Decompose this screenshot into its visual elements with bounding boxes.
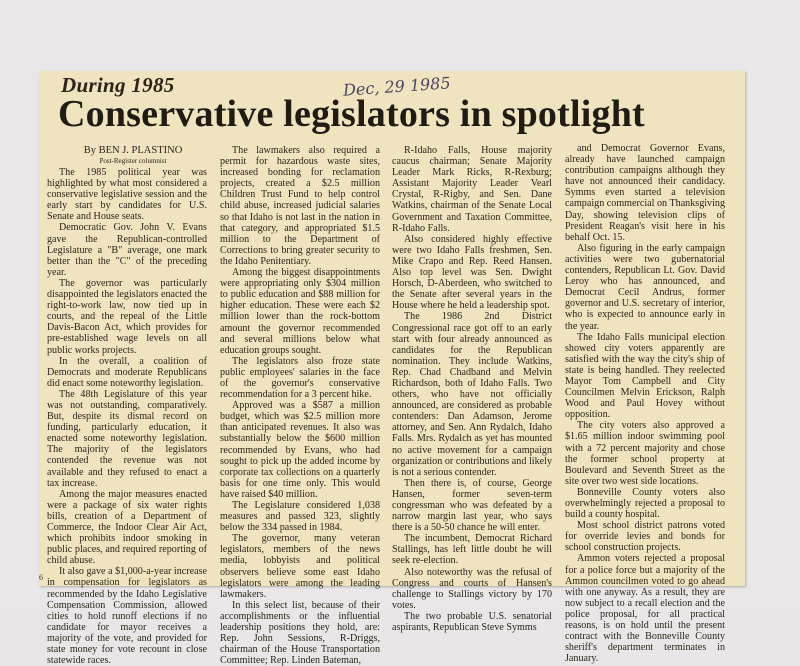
article-paragraph: The city voters also approved a $1.65 million indoor swimming pool with a 72 percent majority and chose the former school property at Boulevard and Seventh Street as the site over two west side locations. xyxy=(565,420,725,487)
article-column-2 xyxy=(220,145,380,666)
article-paragraph: The governor, many veteran legislators, members of the news media, lobbyists and political observers believe some east Idaho legislators were among the leading lawmakers. xyxy=(220,533,380,600)
article-paragraph: Approved was a $587 a million budget, which was $2.5 million more than anticipated revenues. It also was substantially below the $600 million recommended by Evans, who had sought to pick up the added income by corporate tax collections on a quarterly basis for one time only. This would have raised $40 million. xyxy=(220,400,380,500)
column-body xyxy=(47,167,207,666)
article-paragraph: Most school district patrons voted for override levies and bonds for school construction projects. xyxy=(565,520,725,554)
article-paragraph: The governor was particularly disappointed the legislators enacted the right-to-work law, now tied up in courts, and the repeal of the Little Davis-Bacon Act, which provides for pre-established wage levels on all public works projects. xyxy=(47,277,207,356)
article-paragraph: The 1986 2nd District Congressional race got off to an early start with four already announced as candidates for the Republican nomination. They include Watkins, Rep. Chad Chadband and Melvin Richardson, both of Idaho Falls. Two others, who have not officially announced, are considered as probable contenders: Dan Adamson, Jerome attorney, and Sen. Ann Rydalch, Idaho Falls. Mrs. Rydalch as yet has mounted no active movement for a campaign organization or contributions and likely is not a serious contender. xyxy=(392,311,552,478)
article-paragraph: In the overall, a coalition of Democrats and moderate Republicans did enact some noteworthy legislation. xyxy=(47,355,207,389)
article-paragraph: and Democrat Governor Evans, already have launched campaign contribution campaigns although they have not announced their candidacy. Symms even started a television campaign commercial on Thanksgiving Day, showing television clips of President Reagan's visit here in his behalf Oct. 15. xyxy=(565,143,725,243)
article-paragraph: The 48th Legislature of this year was not outstanding, comparatively. But, despite its dismal record on funding, particularly education, it enacted some noteworthy legislation. The majority of the legislators contended the revenue was not available and they refused to enact a tax increase. xyxy=(47,388,207,489)
article-paragraph: The incumbent, Democrat Richard Stallings, has left little doubt he will seek re-election. xyxy=(392,533,552,567)
article-paragraph: R-Idaho Falls, House majority caucus chairman; Senate Majority Leader Mark Ricks, R-Rexburg; Assistant Majority Leader Vearl Crystal, R-Rigby, and Sen. Dane Watkins, chairman of the Senate Local Government and Taxation Committee, R-Idaho Falls. xyxy=(392,145,552,234)
article-paragraph: Also considered highly effective were two Idaho Falls freshmen, Sen. Mike Crapo and Rep. Reed Hansen. Also top level was Sen. Dwight Horsch, D-Aberdeen, who switched to the Senate after several years in the House where he held a leadership spot. xyxy=(392,233,552,312)
article-paragraph: Ammon voters rejected a proposal for a police force but a majority of the Ammon councilmen voted to go ahead with one anyway. As a result, they are now subject to a recall election and the police proposal, for all practical reasons, is on hold until the present contract with the Bonneville County sheriff's department terminates in January. xyxy=(565,553,725,665)
article-paragraph: In this select list, because of their accomplishments or the influential leadership positions they hold, are: Rep. John Sessions, R-Driggs, chairman of the House Transportation Committee; Rep. Linden Bateman, xyxy=(220,599,380,666)
article-paragraph: Also noteworthy was the refusal of Congress and courts of Hansen's challenge to Stallings victory by 170 votes. xyxy=(392,566,552,611)
column-body xyxy=(392,145,552,633)
article-paragraph: The Idaho Falls municipal election showed city voters apparently are satisfied with the way the city's ship of state is being handled. They reelected Mayor Tom Campbell and City Councilmen Melvin Erickson, Ralph Wood and Paul Hovey without opposition. xyxy=(565,331,725,421)
byline: By BEN J. PLASTINO xyxy=(83,145,183,156)
article-paragraph: The Legislature considered 1,038 measures and passed 323, slightly below the 334 passed in 1984. xyxy=(220,500,380,534)
article-paragraph: The two probable U.S. senatorial aspirants, Republican Steve Symms xyxy=(392,610,552,634)
column-body xyxy=(220,145,380,666)
byline-role: Post-Register columnist xyxy=(99,157,167,165)
article-paragraph: Among the biggest disappointments were appropriating only $304 million to public education and $88 million for higher education. These were each $2 million lower than the rock-bottom amount the governor recommended and several millions below what education groups sought. xyxy=(220,267,380,356)
article-paragraph: Then there is, of course, George Hansen, former seven-term congressman who was defeated by a narrow margin last year, who says there is a 50-50 chance he will enter. xyxy=(392,477,552,534)
newspaper-clipping xyxy=(39,71,745,666)
handwritten-date: Dec, 29 1985 xyxy=(342,73,452,100)
article-paragraph: Bonneville County voters also overwhelmingly rejected a proposal to build a county hospital. xyxy=(565,486,725,521)
article-paragraph: Also figuring in the early campaign activities were two gubernatorial contenders, Republican Lt. Gov. David Leroy who has announced, and Democrat Cecil Andrus, former governor and U.S. secretary of interior, who is expected to announce early in the year. xyxy=(565,242,725,332)
article-paragraph: The legislators also froze state public employees' salaries in the face of the governor's conservative recommendation for a 3 percent hike. xyxy=(220,355,380,401)
kicker: During 1985 xyxy=(61,73,175,97)
article-paragraph: Democratic Gov. John V. Evans gave the Republican-controlled Legislature a "B" average, one mark better than the "C" of the preceding year. xyxy=(47,222,207,278)
article-paragraph: Among the major measures enacted were a package of six water rights bills, creation of a Department of Commerce, the Indoor Clear Air Act, which prohibits indoor smoking in public places, and required reporting of child abuse. xyxy=(47,488,207,567)
article-column-1 xyxy=(47,145,207,666)
article-column-3 xyxy=(392,145,552,633)
column-body xyxy=(565,143,725,664)
article-column-4 xyxy=(565,143,725,664)
headline: Conservative legislators in spotlight xyxy=(58,93,645,135)
page-mark: 6 xyxy=(39,573,43,582)
article-paragraph: The 1985 political year was highlighted by what most considered a conservative legislative session and the early start by candidates for U.S. Senate and House seats. xyxy=(47,167,207,223)
article-paragraph: It also gave a $1,000-a-year increase in compensation for legislators as recommended by the Idaho Legislative Compensation Commission, allowed cities to hold runoff elections if no candidate for mayor receives a majority of the vote, and provided for state money for vote recount in close statewide races. xyxy=(47,566,207,666)
article-paragraph: The lawmakers also required a permit for hazardous waste sites, increased bonding for reclamation projects, created a $2.5 million Children Trust Fund to help control child abuse, increased judicial salaries so that Idaho is not last in the nation in that category, and appropriated $1.5 million to the Department of Corrections to bring greater security to the Idaho Penitentiary. xyxy=(220,145,380,267)
